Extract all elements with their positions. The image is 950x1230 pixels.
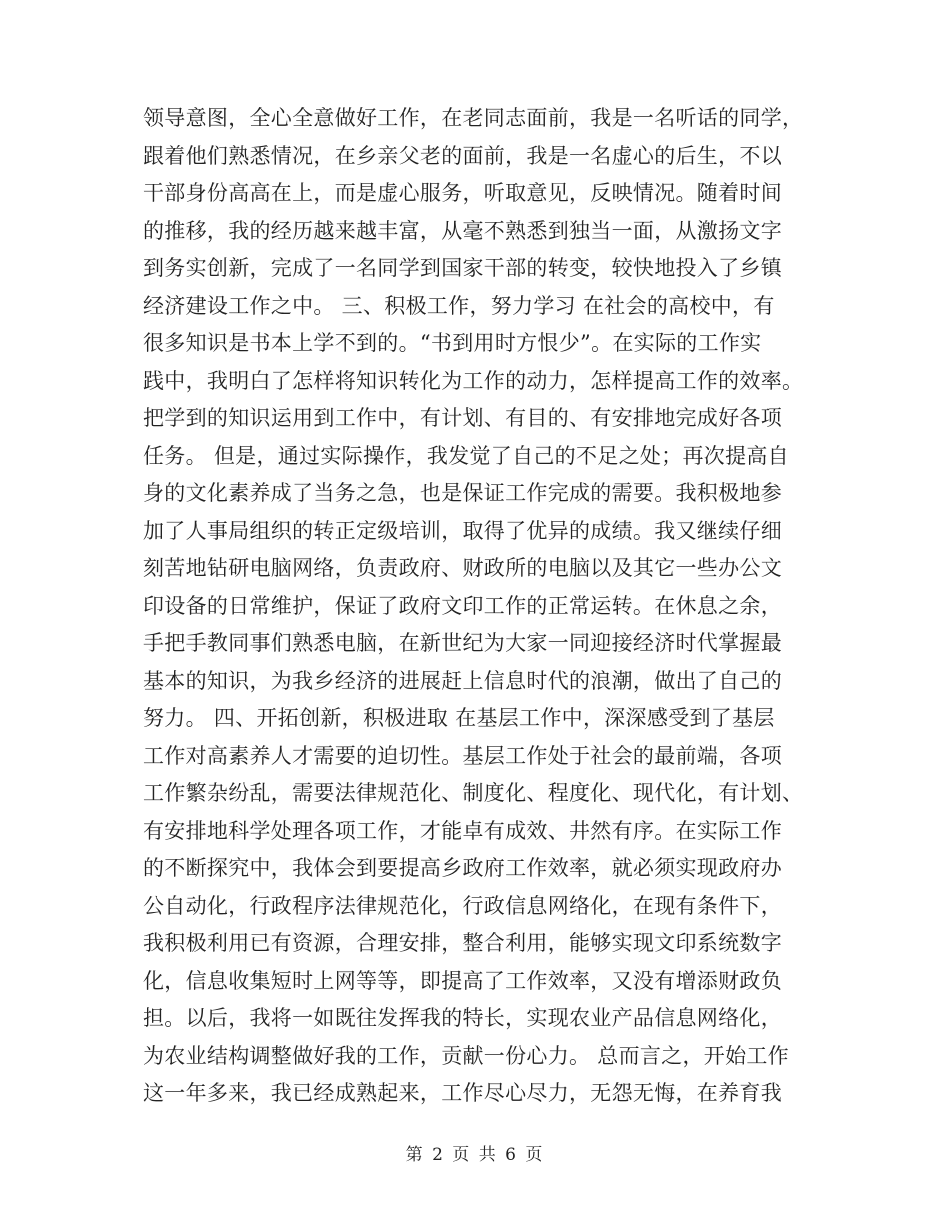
text-line: 把学到的知识运用到工作中，有计划、有目的、有安排地完成好各项 xyxy=(143,406,782,430)
text-line: 践中，我明白了怎样将知识转化为工作的动力，怎样提高工作的效率。 xyxy=(143,368,804,393)
body-text xyxy=(143,100,813,1113)
text-line: 担。以后，我将一如既往发挥我的特长，实现农业产品信息网络化， xyxy=(143,1006,782,1030)
text-line: 为农业结构调整做好我的工作，贡献一份心力。 总而言之，开始工作 xyxy=(143,1043,789,1068)
text-line: 经济建设工作之中。 三、积极工作，努力学习 在社会的高校中，有 xyxy=(143,293,775,318)
text-line: 工作对高素养人才需要的迫切性。基层工作处于社会的最前端，各项 xyxy=(143,743,782,768)
text-line: 化，信息收集短时上网等等，即提高了工作效率，又没有增添财政负 xyxy=(143,968,782,993)
page-number-footer: 第 2 页 共 6 页 xyxy=(405,1145,545,1165)
text-line: 领导意图，全心全意做好工作，在老同志面前，我是一名听话的同学， xyxy=(143,106,804,130)
text-line: 我积极利用已有资源，合理安排，整合利用，能够实现文印系统数字 xyxy=(143,931,782,955)
text-line: 有安排地科学处理各项工作，才能卓有成效、井然有序。在实际工作 xyxy=(143,818,782,843)
text-line: 加了人事局组织的转正定级培训，取得了优异的成绩。我又继续仔细 xyxy=(143,518,782,543)
text-line: 干部身份高高在上，而是虚心服务，听取意见，反映情况。随着时间 xyxy=(143,181,782,205)
text-line: 很多知识是书本上学不到的。“书到用时方恨少”。在实际的工作实 xyxy=(143,331,762,355)
text-line: 的不断探究中，我体会到要提高乡政府工作效率，就必须实现政府办 xyxy=(143,856,782,880)
text-line: 任务。 但是，通过实际操作，我发觉了自己的不足之处；再次提高自 xyxy=(143,443,789,468)
text-line: 到务实创新，完成了一名同学到国家干部的转变，较快地投入了乡镇 xyxy=(143,256,782,280)
text-line: 这一年多来，我已经成熟起来，工作尽心尽力，无怨无悔，在养育我 xyxy=(143,1081,782,1105)
text-line: 公自动化，行政程序法律规范化，行政信息网络化，在现有条件下， xyxy=(143,893,782,918)
text-line: 工作繁杂纷乱，需要法律规范化、制度化、程度化、现代化，有计划、 xyxy=(143,781,804,805)
text-line: 跟着他们熟悉情况，在乡亲父老的面前，我是一名虚心的后生，不以 xyxy=(143,143,782,168)
text-line: 基本的知识，为我乡经济的进展赶上信息时代的浪潮，做出了自己的 xyxy=(143,668,782,693)
text-line: 刻苦地钻研电脑网络，负责政府、财政所的电脑以及其它一些办公文 xyxy=(143,556,782,580)
text-line: 手把手教同事们熟悉电脑，在新世纪为大家一同迎接经济时代掌握最 xyxy=(143,631,782,655)
text-line: 身的文化素养成了当务之急，也是保证工作完成的需要。我积极地参 xyxy=(143,481,782,505)
text-line: 的推移，我的经历越来越丰富，从毫不熟悉到独当一面，从激扬文字 xyxy=(143,218,782,243)
text-line: 印设备的日常维护，保证了政府文印工作的正常运转。在休息之余， xyxy=(143,593,782,618)
text-line: 努力。 四、开拓创新，积极进取 在基层工作中，深深感受到了基层 xyxy=(143,706,775,730)
